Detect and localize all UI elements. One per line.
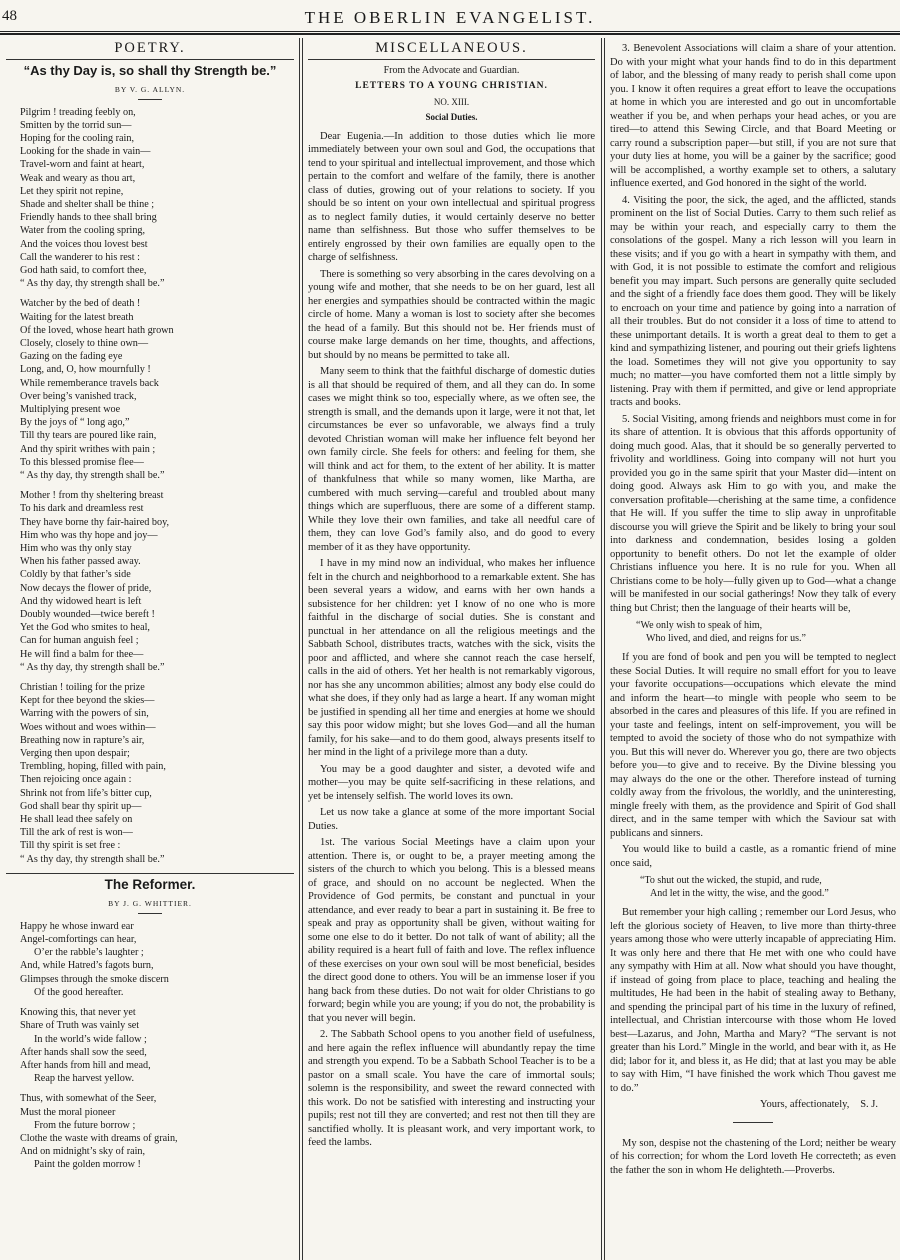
poem-line: Hoping for the cooling rain, [20,132,135,144]
end-rule [733,1122,773,1123]
article-body-continued [610,651,896,870]
article-source: From the Advocate and Guardian. [383,64,520,76]
author-initials: S. J. [860,1099,878,1110]
poem-line: Can for human anguish feel ; [20,635,139,647]
newspaper-title: THE OBERLIN EVANGELIST. [304,8,596,27]
quote-line: “To shut out the wicked, the stupid, and rude, [640,875,822,886]
poem-line: “ As thy day, thy strength shall be.” [20,469,165,481]
poem-line: Clothe the waste with dreams of grain, [20,1132,178,1144]
paragraph: You would like to build a castle, as a romantic friend of mine once said, [610,844,896,869]
poem-separator [6,873,294,874]
article-body-continued [610,42,896,615]
poem-line: Must the moral pioneer [20,1106,116,1118]
paragraph: 1st. The various Social Meetings have a claim upon your attention. There is, or ought to be, a prayer meeting among the sisters of the church to which you belong. This is a blessed means of grace, and should on no account be neglected. When the Providence of God permits, be constant and punctual in your attendance, and ever ready to bear a part in sustaining it. Be free to speak and pray as opportunity shall be given, without waiting for some one else to do it better. Do not talk of want of ability; all the ability required is a heart full of faith and love. The reflex influence of these exercises on your own soul will be most beneficial, besides the direct good done to others. You will be an immense loser if you hang back from these duties. Do not wait for older Christians to go forward; begin while you are young; if you do not, the probability is that you never will begin. [308,837,595,1024]
paragraph: There is something so very absorbing in the cares devolving on a young wife and mother, that she needs to be on her guard, lest all her energies and sympathies should be contracted within the magic circle of home. Many a woman is lost to society after she becomes the head of a family. But this should not be. Her friends must of course make large demands on her time, thoughts, and affections, but should by no means be permitted to take all. [308,268,595,361]
poem-line: O’er the rabble’s laughter ; [34,947,144,959]
poem-line: Verging then upon despair; [20,748,130,760]
poem-line: Yet the God who smites to heal, [20,622,150,634]
poem-line: Shade and shelter shall be thine ; [20,198,155,210]
poem-line: Now decays the flower of pride, [20,582,152,594]
poem-line: Thus, with somewhat of the Seer, [20,1093,157,1105]
poem-line: When his father passed away. [20,556,141,568]
poem-line: Weak and weary as thou art, [20,172,136,184]
poem-line: Till the ark of rest is won— [20,827,133,839]
poem-line: By the joys of “ long ago,” [20,417,130,429]
paragraph: You may be a good daughter and sister, a devoted wife and mother—you may be quite self-sacrificing in these relations, and yet be intensely selfish. The world loves its own. [308,763,595,802]
poem-line: Woes without and woes within— [20,721,156,733]
byline-rule [138,913,162,914]
article-number: NO. XIII. [433,96,470,107]
poem-line: Happy he whose inward ear [20,920,134,932]
column-divider-2b [604,38,605,1260]
stanza [20,681,294,866]
miscellaneous-column [308,42,595,1260]
poem-line: “ As thy day, thy strength shall be.” [20,853,165,865]
stanza [20,1006,294,1085]
poem-title-reformer: The Reformer. [104,876,196,892]
poem-line: Waiting for the latest breath [20,311,134,323]
poem-byline: BY V. G. ALLYN. [114,85,186,94]
poem-line: Call the wanderer to his rest : [20,251,140,263]
poem-line: And thy widowed heart is left [20,595,142,607]
byline-rule [138,99,162,100]
article-body-continued [610,906,896,1095]
verse-quote [610,874,896,900]
poem-line: From the future borrow ; [34,1119,136,1131]
poem-line: Till thy tears are poured like rain, [20,430,157,442]
column-divider-1b [302,38,303,1260]
signoff: Yours, affectionately, [760,1099,850,1110]
poem-line: Paint the golden morrow ! [34,1159,141,1171]
column-divider-2 [601,38,602,1260]
poem-line: Warring with the powers of sin, [20,708,149,720]
poem-line: Travel-worn and faint at heart, [20,159,145,171]
poem-line: And, while Hatred’s fagots burn, [20,960,154,972]
stanza [20,106,294,291]
poem-line: Him who was thy hope and joy— [20,529,158,541]
poem-line: Of the good hereafter. [34,986,124,998]
poem-line: Then rejoicing once again : [20,774,132,786]
poem-line: Gazing on the fading eye [20,351,123,363]
poem-line: And thy spirit writhes with pain ; [20,443,156,455]
paragraph: I have in my mind now an individual, who makes her influence felt in the church and neighborhood to a remarkable extent. She has been several years a widow, and earns with her own hands a subsistence for her children: yet I know of no one who is more faithful in the discharge of social duties. She is constant and punctual in her attendance on all the religious meetings and the Sabbath School, distributes tracts, watches with the sick, visits the poor and afflicted, and where she cannot reach the case herself, calls in the aid of others. Yet her health is not remarkably vigorous, nor has she any uncommon abilities; almost any body else could do what she does, if they only had as large a heart. If any woman might be justified in spending all her time and energies at home we should say this poor widow might; but she loves God—and all the human family, for his sake—and to do them good, always presents itself to her mind in the light of a privilege more than a duty. [308,558,595,758]
paragraph: Many seem to think that the faithful discharge of domestic duties is all that should be required of them, and all they can do. In some cases we might think so too, especially where, as we often see, the strength is small, and the demands upon it large, were it not that, let circumstances be ever so unfavorable, we always find a truly devoted Christian woman will make her influence felt beyond her own family circle. She feels for others: and feeling for them, she will think and act for them, to the extent of her ability. It is matter of thankfulness that while so many women, like Martha, are cumbered with much serving—careful and troubled about many things which are superfluous, there are some of a different stamp. While they love their own families, and take all needful care of them, they can love God’s family also, and do good to every member of it as they have opportunity. [308,366,595,553]
paragraph: 2. The Sabbath School opens to you another field of usefulness, and here again the reflex influence will abundantly repay the time and strength you expend. To be a Sabbath School Teacher is to be a pastor on a small scale. You have the care of immortal souls; solemn is the responsibility, and sweet the reward connected with this work. Do not be satisfied with interesting and instructing your pupils; rest not till they are converted; and rest not then till they are sanctified wholly. It is pleasant work, and very important work, to feed the lambs. [308,1029,595,1148]
poem-line: “ As thy day, thy strength shall be.” [20,661,165,673]
poem-line: After hands from hill and mead, [20,1059,151,1071]
poem-line: God hath said, to comfort thee, [20,264,147,276]
poem-line: Over being’s vanished track, [20,390,137,402]
masthead [0,0,900,34]
poem-line: Water from the cooling spring, [20,225,146,237]
paragraph: Let us now take a glance at some of the more important Social Duties. [308,807,595,832]
poem-line: Long, and, O, how mournfully ! [20,364,151,376]
paragraph: But remember your high calling ; remember our Lord Jesus, who left the glorious society of Heaven, to live more than thirty-three years among those who were utterly incapable of appreciating Him. It was only here and there that He met with one who could have any sympathy with Him at all. Now what should you have thought, if instead of going from place to place, teaching and healing the multitudes, He had been in the habit of stealing away to Bethany, and spending the principal part of his time in the luxury of refined, intellectual, and Christian intercourse with those whom He loved best—Lazarus, and John, Martha and Mary? “The servant is not greater than his Lord.” Mingle in the world, and bear with it, as He did; labor for it, and bless it, as He did; that at last you may be able to say with Him, “I have finished the work which Thou gavest me to do.” [610,907,896,1094]
poem-body [6,106,294,866]
poem-line: Let they spirit not repine, [20,185,124,197]
poetry-section-title: POETRY. [6,42,294,60]
stanza [20,1092,294,1171]
masthead-double-rule [0,33,900,35]
article-body [308,130,595,1150]
article-subject: Social Duties. [425,112,478,122]
poem-line: Angel-comfortings can hear, [20,934,137,946]
poem-line: Looking for the shade in vain— [20,146,151,158]
poem-line: Mother ! from thy sheltering breast [20,490,164,502]
poem-line: After hands shall sow the seed, [20,1046,147,1058]
poem-line: Of the loved, whose heart hath grown [20,324,174,336]
paragraph: Dear Eugenia.—In addition to those duties which lie more immediately between your own soul and God, the occupations that tend to your spiritual and intellectual improvement, and those which pertain to the comfort and welfare of the family, there is another class of duties, growing out of your relations to society. If you should be so intent on your own intellectual and spiritual progress as to neglect family duties, it would certainly deserve no better name than selfishness. But those who suffer themselves to be entirely engrossed by their own families are equally open to the charge of selfishness. [308,130,595,263]
page-number: 48 [2,8,17,24]
poem-line: Multiplying present woe [20,403,121,415]
poem-line: “ As thy day, thy strength shall be.” [20,278,165,290]
poem-line: And the voices thou lovest best [20,238,148,250]
verse-quote [610,619,896,645]
poem-title: “As thy Day is, so shall thy Strength be.” [23,62,277,78]
poem-line: God shall bear thy spirit up— [20,800,142,812]
poem-line: Breathing now in rapture’s air, [20,734,145,746]
poem-line: Reap the harvest yellow. [34,1073,135,1085]
poem-line: While rememberance travels back [20,377,159,389]
poem-line: Smitten by the torrid sun— [20,119,132,131]
column-divider-1 [299,38,300,1260]
poem-line: Glimpses through the smoke discern [20,973,169,985]
article-series-title: LETTERS TO A YOUNG CHRISTIAN. [355,81,548,91]
poem-body-reformer [6,920,294,1172]
stanza [20,920,294,999]
poem-line: Christian ! toiling for the prize [20,682,145,694]
quote-line: And let in the witty, the wise, and the good.” [650,888,829,899]
poem-line: Knowing this, that never yet [20,1007,136,1019]
poem-line: Trembling, hoping, filled with pain, [20,761,166,773]
paragraph: 3. Benevolent Associations will claim a share of your attention. Do with your might what your hands find to do in this department of labor, and the blessing of many ready to perish shall come upon you. I know it often requires a great effort to leave the occupations at home in which you are interested and go out in uncomfortable weather if you be, and when perhaps your head aches, or you are tired—to attend this Sewing Circle, and that Board Meeting or carry round a subscription paper—but still, if you are not sure that your duty lies at home, you will be a gainer by the sacrifice; good will be accomplished, a worthy example set to others, a salutary influence exerted, and God honored in the sight of the world. [610,43,896,189]
proverb-filler: My son, despise not the chastening of the Lord; neither be weary of his correction; for whom the Lord loveth He correcteth; as even the father the son in whom He delighteth.—Proverbs. [610,1137,896,1176]
poem-line: Pilgrim ! treading feebly on, [20,106,136,118]
poem-byline-whittier: BY J. G. WHITTIER. [108,899,192,909]
article-continuation-column [610,42,896,1260]
poem-line: He will find a balm for thee— [20,648,144,660]
masthead-rule [0,31,900,32]
signature-line [610,1098,896,1112]
poem-line: Watcher by the bed of death ! [20,298,141,310]
paragraph: 4. Visiting the poor, the sick, the aged, and the afflicted, stands prominent on the list of Social Duties. Carry to them such relief as may be within your reach, and especially carry to them the consolations of the gospel. Many a rich lesson will you learn in these visits; and if you go with a heart in sympathy with them, and with God, it is not possible to estimate the comfort and religious benefit you may impart. Such persons are generally quite secluded and the sight of a friendly face does them good. They will be likely to encroach on your time and patience by going into a narration of all their troubles. But do not consider it a loss of time to attend to these unimportant details. It is worth a great deal to them to get a kind and sympathizing listener, and pouring out their griefs lightens the load. Sometimes they will not give you opportunity to say much; no matter—you have comforted them not a little simply by listening. Pray with them if permitted, and give or lend appropriate tracts and books. [610,194,896,408]
quote-line: Who lived, and died, and reigns for us.” [646,633,806,644]
poem-line: They have borne thy fair-haired boy, [20,516,170,528]
poem-line: Kept for thee beyond the skies— [20,695,155,707]
poem-line: Closely, closely to thine own— [20,337,149,349]
poem-line: Him who was thy only stay [20,543,132,554]
quote-line: “We only wish to speak of him, [636,620,763,631]
stanza [20,297,294,482]
poem-line: Share of Truth was vainly set [20,1020,140,1032]
poem-line: And on midnight’s sky of rain, [20,1146,146,1158]
poem-line: Shrink not from life’s bitter cup, [20,787,152,799]
poem-line: He shall lead thee safely on [20,814,133,826]
poem-line: Till thy spirit is set free : [20,840,121,852]
paragraph: 5. Social Visiting, among friends and neighbors must come in for its share of attention. It is obvious that this affords opportunity of doing much good. Alas, that it should be so generally perverted to frivolity and worldliness. Going into company will not hurt you provided you go in the same spirit that your Master did—intent on doing good. Always ask Him to go with you, and make the conversation profitable—cherishing at the same time, a confidence that He will. If you suffer the time to slip away in unprofitable discourse you will grieve the Spirit and be likely to bring your soul into darkness and condemnation, besides losing a golden opportunity to benefit others. Do not let the example of older Christians influence you here. It is no rule for you. When all Christians come to be holy—fully given up to God—what a change will be manifested in our social gatherings! Now they talk of every thing but Christ; then the language of their hearts will be, [610,413,896,614]
poetry-column [6,42,294,1260]
poem-line: Doubly wounded—twice bereft ! [20,609,155,621]
poem-line: Friendly hands to thee shall bring [20,212,157,224]
misc-section-title: MISCELLANEOUS. [308,42,595,60]
poem-line: Coldly by that father’s side [20,569,131,581]
stanza [20,489,294,674]
poem-line: To his dark and dreamless rest [20,503,144,515]
poem-line: To this blessed promise flee— [20,456,144,468]
paragraph: If you are fond of book and pen you will be tempted to neglect these Social Duties. It will require no small effort for you to leave your favorite occupations—occupations which elevate the mind and inform the heart—to mingle with people who seem to be absorbed in the cares and pleasures of this life. If you are refined in your taste and feelings, intent on self-improvement, you will be tempted to avoid the society of those who do not sympathize with you. But this will never do. Wherever you go, there are two objects before you—to give and to receive. By the Divine blessing you may always do the one or the other. Therefore instead of turning coldly away from the frivolous, the worldly, and the uninteresting, mingle freely with them, as the providence and Spirit of God shall direct, and in the same temper with which the Saviour sat with publicans and sinners. [610,652,896,839]
poem-line: In the world’s wide fallow ; [34,1033,147,1045]
